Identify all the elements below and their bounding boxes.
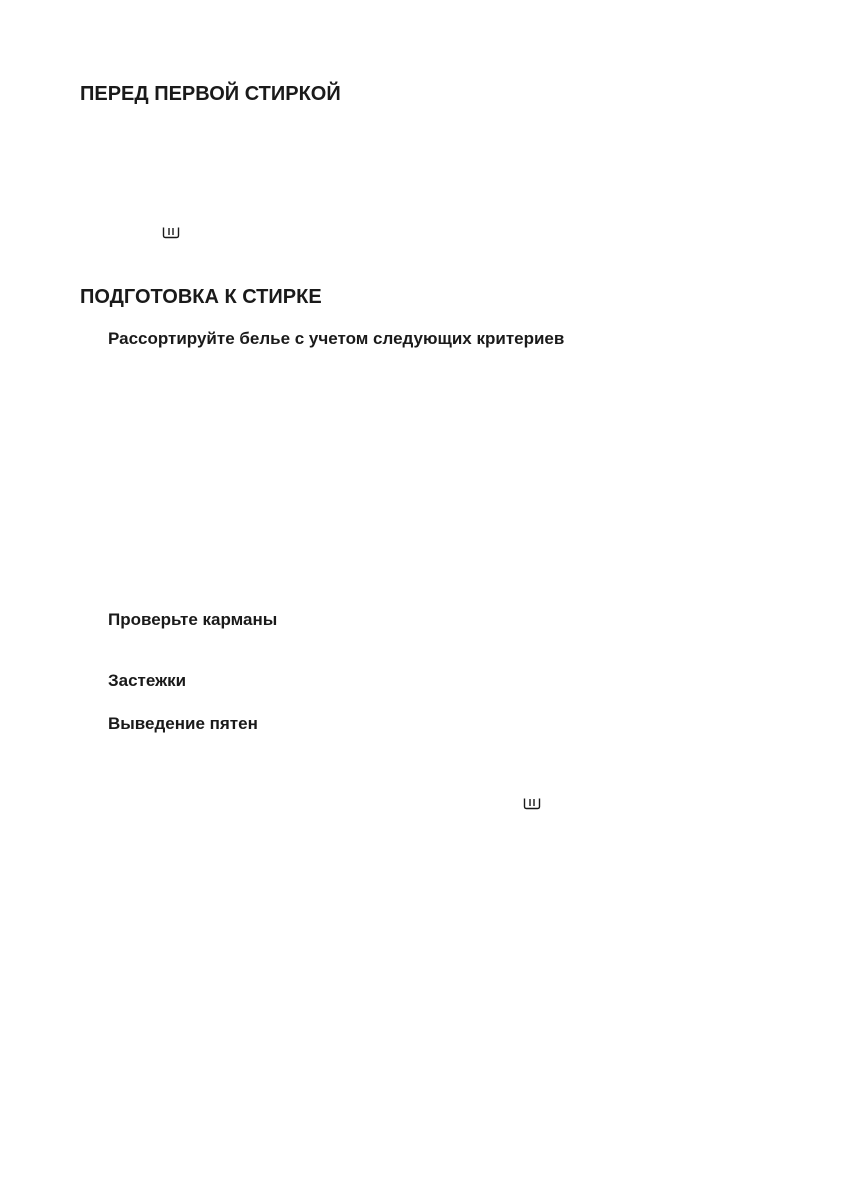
detergent-compartment-II-icon	[162, 226, 180, 239]
sort-laundry-heading: Рассортируйте белье с учетом следующих критериев	[108, 329, 565, 348]
section-title-preparation: ПОДГОТОВКА К СТИРКЕ	[80, 286, 322, 308]
section-title-before-first-wash: ПЕРЕД ПЕРВОЙ СТИРКОЙ	[80, 83, 341, 105]
detergent-compartment-II-icon	[523, 797, 541, 810]
check-pockets-heading: Проверьте карманы	[108, 610, 278, 629]
stain-removal-heading: Выведение пятен	[108, 714, 258, 733]
fasteners-heading: Застежки	[108, 671, 187, 690]
